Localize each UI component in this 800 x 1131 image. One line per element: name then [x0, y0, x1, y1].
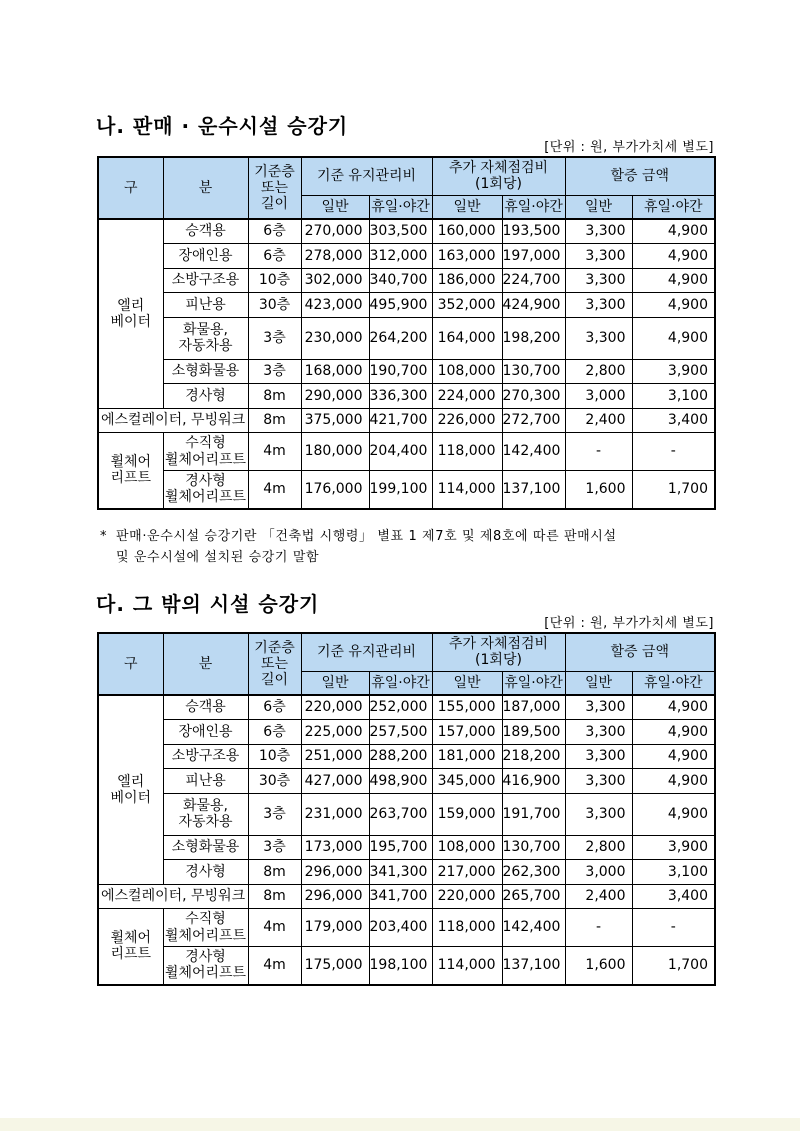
cell-surcharge-general: 2,400 — [565, 884, 632, 909]
cell-surcharge-general: 3,300 — [565, 268, 632, 293]
header-self-inspection-line: 추가 자체점검비 — [448, 636, 549, 653]
row-type-line: 휠체어리프트 — [164, 489, 247, 506]
cell-surcharge-holiday: 4,900 — [632, 793, 715, 835]
cell-maintenance-general: 423,000 — [301, 293, 369, 318]
cell-inspection-general: 181,000 — [432, 744, 502, 769]
table-row — [98, 219, 715, 244]
cell-maintenance-general: 375,000 — [301, 408, 369, 433]
group-wheelchair-lift — [98, 433, 163, 509]
table-row — [98, 769, 715, 794]
group-wheelchair-lift-line: 휠체어 — [110, 930, 152, 947]
cell-maintenance-general: 302,000 — [301, 268, 369, 293]
header-self-inspection-line: 추가 자체점검비 — [448, 160, 549, 177]
cell-inspection-holiday: 142,400 — [502, 433, 565, 471]
cell-inspection-holiday: 130,700 — [502, 359, 565, 384]
cell-surcharge-holiday: 1,700 — [632, 947, 715, 985]
header-holiday-night: 휴일·야간 — [502, 195, 565, 219]
row-base-floor: 3층 — [248, 359, 301, 384]
cell-maintenance-holiday: 341,700 — [369, 884, 432, 909]
header-general: 일반 — [432, 671, 502, 695]
row-base-floor: 8m — [248, 884, 301, 909]
page-bottom-band — [0, 1118, 800, 1131]
cell-surcharge-general: 3,300 — [565, 293, 632, 318]
row-type — [163, 909, 248, 947]
header-general: 일반 — [565, 671, 632, 695]
header-bun: 분 — [163, 633, 248, 695]
cell-inspection-general: 186,000 — [432, 268, 502, 293]
cell-inspection-holiday: 270,300 — [502, 384, 565, 409]
cell-inspection-holiday: 187,000 — [502, 695, 565, 720]
section-title-sales-transport: 나. 판매 · 운수시설 승강기 — [96, 114, 349, 138]
cell-maintenance-holiday: 421,700 — [369, 408, 432, 433]
table-row — [98, 433, 715, 471]
row-base-floor: 6층 — [248, 219, 301, 244]
cell-inspection-holiday: 224,700 — [502, 268, 565, 293]
header-holiday-night: 휴일·야간 — [632, 195, 715, 219]
cell-surcharge-holiday: 4,900 — [632, 769, 715, 794]
table-row — [98, 268, 715, 293]
header-surcharge: 할증 금액 — [565, 157, 715, 195]
cell-surcharge-holiday: 4,900 — [632, 744, 715, 769]
row-type-line: 자동차용 — [178, 338, 233, 354]
cell-inspection-holiday: 424,900 — [502, 293, 565, 318]
cell-maintenance-holiday: 312,000 — [369, 244, 432, 269]
cell-surcharge-holiday: 4,900 — [632, 695, 715, 720]
cell-maintenance-general: 296,000 — [301, 884, 369, 909]
cell-surcharge-holiday: 4,900 — [632, 268, 715, 293]
table-row — [98, 947, 715, 985]
row-type: 소방구조용 — [163, 268, 248, 293]
cell-maintenance-general: 180,000 — [301, 433, 369, 471]
cell-surcharge-general: 1,600 — [565, 947, 632, 985]
cell-inspection-general: 159,000 — [432, 793, 502, 835]
cell-maintenance-general: 179,000 — [301, 909, 369, 947]
group-wheelchair-lift — [98, 909, 163, 985]
cell-surcharge-general: 2,400 — [565, 408, 632, 433]
header-base-floor-line: 기준층 — [254, 639, 295, 656]
row-type: 승객용 — [163, 695, 248, 720]
row-type — [163, 793, 248, 835]
cell-surcharge-holiday: 4,900 — [632, 244, 715, 269]
unit-note: [단위 : 원, 부가가치세 별도] — [544, 140, 714, 155]
table-row — [98, 293, 715, 318]
cell-inspection-holiday: 137,100 — [502, 947, 565, 985]
group-wheelchair-lift-line: 리프트 — [110, 470, 152, 487]
unit-note: [단위 : 원, 부가가치세 별도] — [544, 616, 714, 631]
header-base-floor-length — [248, 633, 301, 695]
row-type: 경사형 — [163, 384, 248, 409]
cell-maintenance-holiday: 498,900 — [369, 769, 432, 794]
section-title-other-facilities: 다. 그 밖의 시설 승강기 — [96, 592, 320, 616]
header-gu: 구 — [98, 157, 163, 219]
header-surcharge: 할증 금액 — [565, 633, 715, 671]
cell-surcharge-holiday: 3,400 — [632, 884, 715, 909]
cell-surcharge-general: - — [565, 909, 632, 947]
cell-inspection-general: 224,000 — [432, 384, 502, 409]
row-base-floor: 3층 — [248, 835, 301, 860]
group-elevator — [98, 219, 163, 408]
cell-surcharge-general: 3,300 — [565, 695, 632, 720]
cell-surcharge-general: 3,000 — [565, 384, 632, 409]
row-type: 소방구조용 — [163, 744, 248, 769]
cell-maintenance-holiday: 341,300 — [369, 860, 432, 885]
cell-surcharge-general: 2,800 — [565, 359, 632, 384]
table-row — [98, 471, 715, 509]
cell-surcharge-holiday: - — [632, 909, 715, 947]
cell-maintenance-general: 251,000 — [301, 744, 369, 769]
row-type: 경사형 — [163, 860, 248, 885]
row-type-line: 휠체어리프트 — [164, 965, 247, 982]
cell-maintenance-general: 220,000 — [301, 695, 369, 720]
table-row — [98, 744, 715, 769]
cell-maintenance-holiday: 336,300 — [369, 384, 432, 409]
table-row — [98, 720, 715, 745]
cell-surcharge-holiday: 3,100 — [632, 384, 715, 409]
cell-inspection-holiday: 193,500 — [502, 219, 565, 244]
row-type — [163, 947, 248, 985]
row-base-floor: 4m — [248, 433, 301, 471]
row-type: 소형화물용 — [163, 835, 248, 860]
cell-surcharge-holiday: 4,900 — [632, 219, 715, 244]
cell-surcharge-holiday: 1,700 — [632, 471, 715, 509]
cell-surcharge-general: 3,300 — [565, 793, 632, 835]
row-base-floor: 8m — [248, 384, 301, 409]
cell-inspection-holiday: 262,300 — [502, 860, 565, 885]
cell-inspection-holiday: 197,000 — [502, 244, 565, 269]
cell-surcharge-general: 3,300 — [565, 317, 632, 359]
row-type: 피난용 — [163, 293, 248, 318]
cell-maintenance-holiday: 303,500 — [369, 219, 432, 244]
cell-inspection-general: 108,000 — [432, 835, 502, 860]
cell-maintenance-general: 427,000 — [301, 769, 369, 794]
cell-inspection-holiday: 130,700 — [502, 835, 565, 860]
header-holiday-night: 휴일·야간 — [369, 195, 432, 219]
cell-maintenance-general: 231,000 — [301, 793, 369, 835]
fee-table-other-facilities — [97, 632, 716, 986]
table-row — [98, 909, 715, 947]
row-type-line: 경사형 — [185, 473, 226, 490]
cell-surcharge-general: - — [565, 433, 632, 471]
group-elevator-line: 엘리 — [117, 773, 145, 790]
group-escalator-moving-walk: 에스컬레이터, 무빙워크 — [98, 408, 248, 433]
cell-maintenance-general: 278,000 — [301, 244, 369, 269]
row-type — [163, 433, 248, 471]
row-base-floor: 6층 — [248, 720, 301, 745]
header-base-maintenance-fee: 기준 유지관리비 — [301, 157, 432, 195]
cell-surcharge-general: 2,800 — [565, 835, 632, 860]
group-elevator-line: 베이터 — [110, 313, 152, 330]
cell-inspection-general: 345,000 — [432, 769, 502, 794]
table-row — [98, 884, 715, 909]
cell-maintenance-holiday: 252,000 — [369, 695, 432, 720]
cell-inspection-holiday: 265,700 — [502, 884, 565, 909]
cell-maintenance-holiday: 198,100 — [369, 947, 432, 985]
row-base-floor: 8m — [248, 860, 301, 885]
cell-maintenance-general: 176,000 — [301, 471, 369, 509]
cell-surcharge-holiday: 3,100 — [632, 860, 715, 885]
row-type: 장애인용 — [163, 720, 248, 745]
header-base-floor-line: 또는 — [260, 179, 289, 196]
cell-surcharge-general: 3,300 — [565, 720, 632, 745]
cell-surcharge-general: 3,300 — [565, 244, 632, 269]
cell-maintenance-holiday: 199,100 — [369, 471, 432, 509]
cell-surcharge-holiday: 3,900 — [632, 835, 715, 860]
cell-maintenance-general: 296,000 — [301, 860, 369, 885]
cell-surcharge-general: 1,600 — [565, 471, 632, 509]
cell-maintenance-general: 175,000 — [301, 947, 369, 985]
row-type: 장애인용 — [163, 244, 248, 269]
table-row — [98, 244, 715, 269]
cell-surcharge-general: 3,000 — [565, 860, 632, 885]
cell-surcharge-holiday: 4,900 — [632, 293, 715, 318]
row-type-line: 수직형 — [185, 435, 226, 452]
cell-inspection-general: 108,000 — [432, 359, 502, 384]
cell-inspection-general: 163,000 — [432, 244, 502, 269]
footnote-line-1: 판매·운수시설 승강기란 「건축법 시행령」 별표 1 제7호 및 제8호에 따른 판매시설 — [116, 529, 617, 544]
cell-maintenance-holiday: 263,700 — [369, 793, 432, 835]
row-type — [163, 317, 248, 359]
row-type: 소형화물용 — [163, 359, 248, 384]
table-row — [98, 835, 715, 860]
cell-surcharge-general: 3,300 — [565, 744, 632, 769]
cell-inspection-general: 160,000 — [432, 219, 502, 244]
header-self-inspection-line: (1회당) — [475, 176, 522, 193]
cell-inspection-holiday: 272,700 — [502, 408, 565, 433]
cell-maintenance-general: 173,000 — [301, 835, 369, 860]
cell-surcharge-holiday: 3,900 — [632, 359, 715, 384]
header-holiday-night: 휴일·야간 — [502, 671, 565, 695]
header-base-floor-line: 또는 — [260, 655, 289, 672]
footnote-star: * — [100, 529, 108, 544]
header-base-floor-line: 길이 — [260, 672, 289, 689]
cell-inspection-general: 114,000 — [432, 947, 502, 985]
cell-inspection-general: 226,000 — [432, 408, 502, 433]
cell-maintenance-holiday: 264,200 — [369, 317, 432, 359]
cell-inspection-general: 155,000 — [432, 695, 502, 720]
cell-inspection-general: 114,000 — [432, 471, 502, 509]
header-base-floor-length — [248, 157, 301, 219]
row-base-floor: 10층 — [248, 744, 301, 769]
row-type-line: 화물용, — [182, 321, 229, 338]
row-base-floor: 8m — [248, 408, 301, 433]
row-base-floor: 6층 — [248, 695, 301, 720]
cell-maintenance-holiday: 288,200 — [369, 744, 432, 769]
row-type-line: 수직형 — [185, 911, 226, 928]
row-type: 승객용 — [163, 219, 248, 244]
footnote-line-2: 및 운수시설에 설치된 승강기 말함 — [116, 550, 320, 565]
row-base-floor: 3층 — [248, 317, 301, 359]
fee-table-sales-transport — [97, 156, 716, 510]
group-wheelchair-lift-line: 리프트 — [110, 946, 152, 963]
header-base-maintenance-fee: 기준 유지관리비 — [301, 633, 432, 671]
cell-maintenance-holiday: 195,700 — [369, 835, 432, 860]
row-base-floor: 4m — [248, 909, 301, 947]
cell-maintenance-holiday: 190,700 — [369, 359, 432, 384]
header-self-inspection-line: (1회당) — [475, 652, 522, 669]
cell-maintenance-holiday: 340,700 — [369, 268, 432, 293]
header-general: 일반 — [301, 195, 369, 219]
cell-inspection-general: 157,000 — [432, 720, 502, 745]
cell-surcharge-holiday: - — [632, 433, 715, 471]
cell-maintenance-holiday: 203,400 — [369, 909, 432, 947]
cell-inspection-holiday: 198,200 — [502, 317, 565, 359]
cell-inspection-holiday: 218,200 — [502, 744, 565, 769]
cell-inspection-general: 352,000 — [432, 293, 502, 318]
header-holiday-night: 휴일·야간 — [632, 671, 715, 695]
cell-inspection-general: 118,000 — [432, 909, 502, 947]
header-base-floor-line: 기준층 — [254, 163, 295, 180]
header-bun: 분 — [163, 157, 248, 219]
cell-maintenance-general: 270,000 — [301, 219, 369, 244]
table-row — [98, 408, 715, 433]
row-base-floor: 30층 — [248, 769, 301, 794]
row-base-floor: 4m — [248, 471, 301, 509]
cell-maintenance-general: 230,000 — [301, 317, 369, 359]
row-base-floor: 6층 — [248, 244, 301, 269]
cell-surcharge-general: 3,300 — [565, 219, 632, 244]
cell-maintenance-holiday: 495,900 — [369, 293, 432, 318]
header-general: 일반 — [432, 195, 502, 219]
header-general: 일반 — [301, 671, 369, 695]
cell-inspection-general: 220,000 — [432, 884, 502, 909]
cell-surcharge-holiday: 4,900 — [632, 720, 715, 745]
row-type: 피난용 — [163, 769, 248, 794]
table-row — [98, 695, 715, 720]
cell-surcharge-general: 3,300 — [565, 769, 632, 794]
row-type-line: 휠체어리프트 — [164, 451, 247, 468]
cell-inspection-holiday: 191,700 — [502, 793, 565, 835]
row-base-floor: 30층 — [248, 293, 301, 318]
row-base-floor: 10층 — [248, 268, 301, 293]
cell-inspection-holiday: 189,500 — [502, 720, 565, 745]
header-gu: 구 — [98, 633, 163, 695]
header-holiday-night: 휴일·야간 — [369, 671, 432, 695]
table-row — [98, 793, 715, 835]
group-wheelchair-lift-line: 휠체어 — [110, 454, 152, 471]
cell-maintenance-general: 290,000 — [301, 384, 369, 409]
cell-inspection-general: 118,000 — [432, 433, 502, 471]
cell-maintenance-holiday: 204,400 — [369, 433, 432, 471]
group-elevator-line: 엘리 — [117, 297, 145, 314]
table-row — [98, 317, 715, 359]
header-base-floor-line: 길이 — [260, 196, 289, 213]
group-escalator-moving-walk: 에스컬레이터, 무빙워크 — [98, 884, 248, 909]
group-elevator — [98, 695, 163, 884]
row-base-floor: 3층 — [248, 793, 301, 835]
cell-inspection-holiday: 142,400 — [502, 909, 565, 947]
row-type — [163, 471, 248, 509]
row-type-line: 휠체어리프트 — [164, 927, 247, 944]
table-row — [98, 359, 715, 384]
header-self-inspection-fee — [432, 157, 565, 195]
row-type-line: 자동차용 — [178, 814, 233, 830]
group-elevator-line: 베이터 — [110, 789, 152, 806]
cell-maintenance-general: 225,000 — [301, 720, 369, 745]
header-general: 일반 — [565, 195, 632, 219]
row-base-floor: 4m — [248, 947, 301, 985]
cell-surcharge-holiday: 4,900 — [632, 317, 715, 359]
footnote — [100, 526, 720, 568]
table-row — [98, 860, 715, 885]
header-self-inspection-fee — [432, 633, 565, 671]
row-type-line: 경사형 — [185, 949, 226, 966]
cell-inspection-general: 164,000 — [432, 317, 502, 359]
cell-surcharge-holiday: 3,400 — [632, 408, 715, 433]
cell-inspection-holiday: 416,900 — [502, 769, 565, 794]
cell-inspection-general: 217,000 — [432, 860, 502, 885]
cell-maintenance-general: 168,000 — [301, 359, 369, 384]
table-row — [98, 384, 715, 409]
cell-inspection-holiday: 137,100 — [502, 471, 565, 509]
row-type-line: 화물용, — [182, 797, 229, 814]
cell-maintenance-holiday: 257,500 — [369, 720, 432, 745]
